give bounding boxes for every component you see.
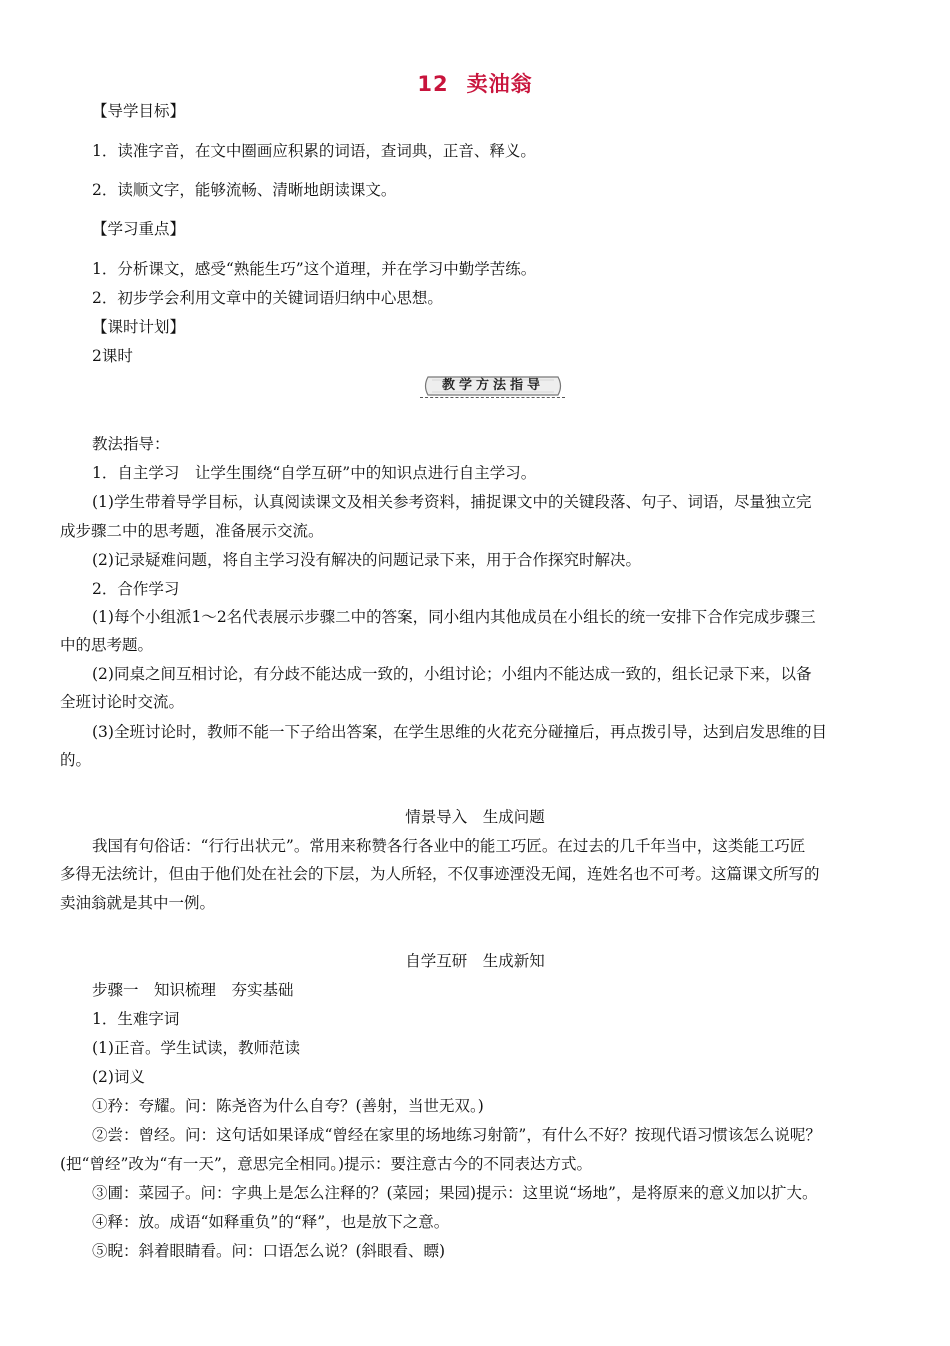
study-line: 步骤一 知识梳理 夯实基础 bbox=[92, 981, 294, 999]
method-banner bbox=[422, 375, 564, 397]
banner-label: 教学方法指导 bbox=[441, 378, 544, 393]
intro-line: 卖油翁就是其中一例。 bbox=[60, 894, 216, 912]
study-line: ③圃：菜园子。问：字典上是怎么注释的？(菜园；果园)提示：这里说“场地”，是将原来的意义加以扩大。 bbox=[92, 1184, 818, 1202]
method-line: 1．自主学习 让学生围绕“自学互研”中的知识点进行自主学习。 bbox=[92, 464, 537, 482]
study-heading: 自学互研 生成新知 bbox=[405, 952, 545, 970]
lesson-number: 12 bbox=[417, 72, 449, 96]
method-heading: 教法指导： bbox=[92, 435, 170, 453]
study-line: ⑤睨：斜着眼睛看。问：口语怎么说？(斜眼看、瞟) bbox=[92, 1242, 446, 1260]
method-line: 成步骤二中的思考题，准备展示交流。 bbox=[60, 522, 324, 540]
method-line: 中的思考题。 bbox=[60, 636, 154, 654]
goal-item: 1．读准字音，在文中圈画应积累的词语，查词典，正音、释义。 bbox=[92, 142, 536, 160]
method-line: (1)学生带着导学目标，认真阅读课文及相关参考资料，捕捉课文中的关键段落、句子、词语，尽量独立完 bbox=[92, 493, 812, 511]
plan-value: 2课时 bbox=[92, 347, 133, 365]
focus-item: 1．分析课文，感受“熟能生巧”这个道理，并在学习中勤学苦练。 bbox=[92, 260, 537, 278]
study-line: ②尝：曾经。问：这句话如果译成“曾经在家里的场地练习射箭”，有什么不好？按现代语习惯该怎么说呢？ bbox=[92, 1126, 821, 1144]
goals-heading: 【导学目标】 bbox=[92, 102, 186, 120]
focus-item: 2．初步学会利用文章中的关键词语归纳中心思想。 bbox=[92, 289, 443, 307]
method-line: (3)全班讨论时，教师不能一下子给出答案，在学生思维的火花充分碰撞后，再点拨引导，达到启发思维的目 bbox=[92, 723, 827, 741]
study-line: ④释：放。成语“如释重负”的“释”，也是放下之意。 bbox=[92, 1213, 450, 1231]
intro-line: 我国有句俗话：“行行出状元”。常用来称赞各行各业中的能工巧匠。在过去的几千年当中，这类能工巧匠 bbox=[92, 837, 806, 855]
study-line: 1．生难字词 bbox=[92, 1010, 180, 1028]
study-line: (1)正音。学生试读，教师范读 bbox=[92, 1039, 300, 1057]
study-line: ①矜：夸耀。问：陈尧咨为什么自夸？(善射，当世无双。) bbox=[92, 1097, 484, 1115]
study-line: (把“曾经”改为“有一天”，意思完全相同。)提示：要注意古今的不同表达方式。 bbox=[60, 1155, 593, 1173]
intro-line: 多得无法统计，但由于他们处在社会的下层，为人所轻，不仅事迹湮没无闻，连姓名也不可考。这篇课文所写的 bbox=[60, 865, 820, 883]
lesson-name: 卖油翁 bbox=[466, 72, 533, 96]
method-line: 的。 bbox=[60, 751, 92, 769]
method-line: 2．合作学习 bbox=[92, 580, 180, 598]
plan-heading: 【课时计划】 bbox=[92, 318, 186, 336]
banner-divider bbox=[420, 397, 565, 398]
intro-heading: 情景导入 生成问题 bbox=[405, 808, 545, 826]
lesson-title bbox=[0, 68, 950, 98]
focus-heading: 【学习重点】 bbox=[92, 220, 186, 238]
goal-item: 2．读顺文字，能够流畅、清晰地朗读课文。 bbox=[92, 181, 397, 199]
method-line: 全班讨论时交流。 bbox=[60, 693, 185, 711]
study-line: (2)词义 bbox=[92, 1068, 145, 1086]
method-line: (2)记录疑难问题，将自主学习没有解决的问题记录下来，用于合作探究时解决。 bbox=[92, 551, 641, 569]
method-line: (1)每个小组派1～2名代表展示步骤二中的答案，同小组内其他成员在小组长的统一安排下合作完成步骤三 bbox=[92, 608, 816, 626]
method-line: (2)同桌之间互相讨论，有分歧不能达成一致的，小组讨论；小组内不能达成一致的，组长记录下来，以备 bbox=[92, 665, 812, 683]
